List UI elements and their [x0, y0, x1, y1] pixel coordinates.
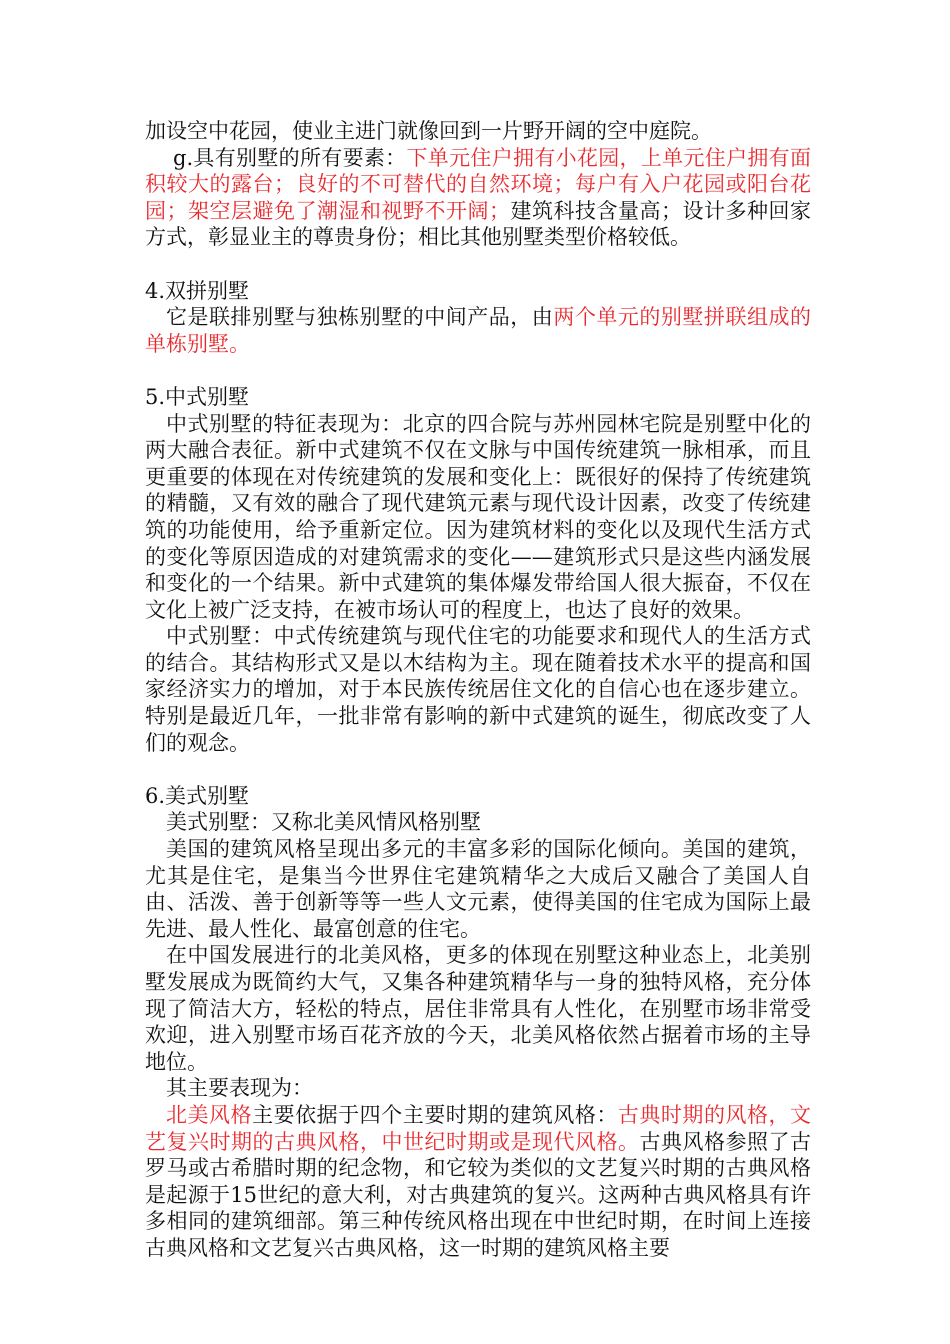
section-5-heading: 5.中式别墅 — [145, 384, 250, 409]
section-6-heading: 6.美式别墅 — [145, 783, 250, 808]
section-5-paragraph-2: 中式别墅：中式传统建筑与现代住宅的功能要求和现代人的生活方式的结合。其结构形式又是以木结构为主。现在随着技术水平的提高和国家经济实力的增加，对于本民族传统居住文化的自信心也在逐步建立。特别是最近几年，一批非常有影响的新中式建筑的诞生，彻底改变了人们的观念。 — [145, 624, 811, 755]
s4-lead: 它是联排别墅与独栋别墅的中间产品，由 — [166, 305, 554, 330]
section-6-paragraph-3: 在中国发展进行的北美风格，更多的体现在别墅这种业态上，北美别墅发展成为既简约大气，又集各种建筑精华与一身的独特风格，充分体现了简洁大方，轻松的特点，居住非常具有人性化，在别墅市场非常受欢迎，进入别墅市场百花齐放的今天，北美风格依然占据着市场的主导地位。 — [145, 943, 811, 1074]
document-page — [145, 118, 811, 1262]
s6-highlight-1: 北美风格 — [166, 1102, 253, 1127]
section-6-paragraph-4: 其主要表现为： — [166, 1076, 313, 1101]
g-tail: 建筑科技含量高；设计多种回家方式，彰显业主的尊贵身份；相比其他别墅类型价格较低。 — [145, 198, 811, 250]
section-6-paragraph-2: 美国的建筑风格呈现出多元的丰富多彩的国际化倾向。美国的建筑，尤其是住宅，是集当今世界住宅建筑精华之大成后又融合了美国人自由、活泼、善于创新等等一些人文元素，使得美国的住宅成为国际上最先进、最人性化、最富创意的住宅。 — [145, 837, 811, 941]
section-4-heading: 4.双拼别墅 — [145, 278, 250, 303]
paragraph-intro: 加设空中花园，使业主进门就像回到一片野开阔的空中庭院。 — [145, 119, 712, 143]
s6-mid: 主要依据于四个主要时期的建筑风格： — [252, 1102, 618, 1127]
s6-highlight-2: 古典时期的风格，文艺复兴时期的古典风格，中世纪时期或是现代风格。 — [145, 1102, 812, 1154]
spacer — [145, 756, 811, 783]
s6-tail: 古典风格参照了古罗马或古希腊时期的纪念物，和它较为类似的文艺复兴时期的古典风格是起源于15世纪的意大利，对古典建筑的复兴。这两种古典风格具有许多相同的建筑细部。第三种传统风格出现在中世纪时期，在时间上连接古典风格和文艺复兴古典风格，这一时期的建筑风格主要 — [145, 1129, 811, 1260]
spacer — [145, 251, 811, 278]
paragraph-g — [145, 145, 811, 251]
s4-highlight: 两个单元的别墅拼联组成的单栋别墅。 — [145, 305, 812, 356]
section-6-paragraph-1: 美式别墅：又称北美风情风格别墅 — [166, 810, 481, 835]
section-5-paragraph-1: 中式别墅的特征表现为：北京的四合院与苏州园林宅院是别墅中化的两大融合表征。新中式建筑不仅在文脉与中国传统建筑一脉相承，而且更重要的体现在对传统建筑的发展和变化上：既很好的保持了传统建筑的精髓，又有效的融合了现代建筑元素与现代设计因素，改变了传统建筑的功能使用，给予重新定位。因为建筑材料的变化以及现代生活方式的变化等原因造成的对建筑需求的变化——建筑形式只是这些内涵发展和变化的一个结果。新中式建筑的集体爆发带给国人很大振奋，不仅在文化上被广泛支持，在被市场认可的程度上，也达了良好的效果。 — [145, 411, 811, 622]
section-4-paragraph — [145, 304, 811, 357]
section-6-paragraph-5 — [145, 1102, 811, 1262]
g-lead: g.具有别墅的所有要素： — [173, 145, 407, 170]
g-highlight: 下单元住户拥有小花园，上单元住户拥有面积较大的露台；良好的不可替代的自然环境；每户有入户花园或阳台花园；架空层避免了潮湿和视野不开阔； — [145, 145, 811, 223]
spacer — [145, 357, 811, 384]
